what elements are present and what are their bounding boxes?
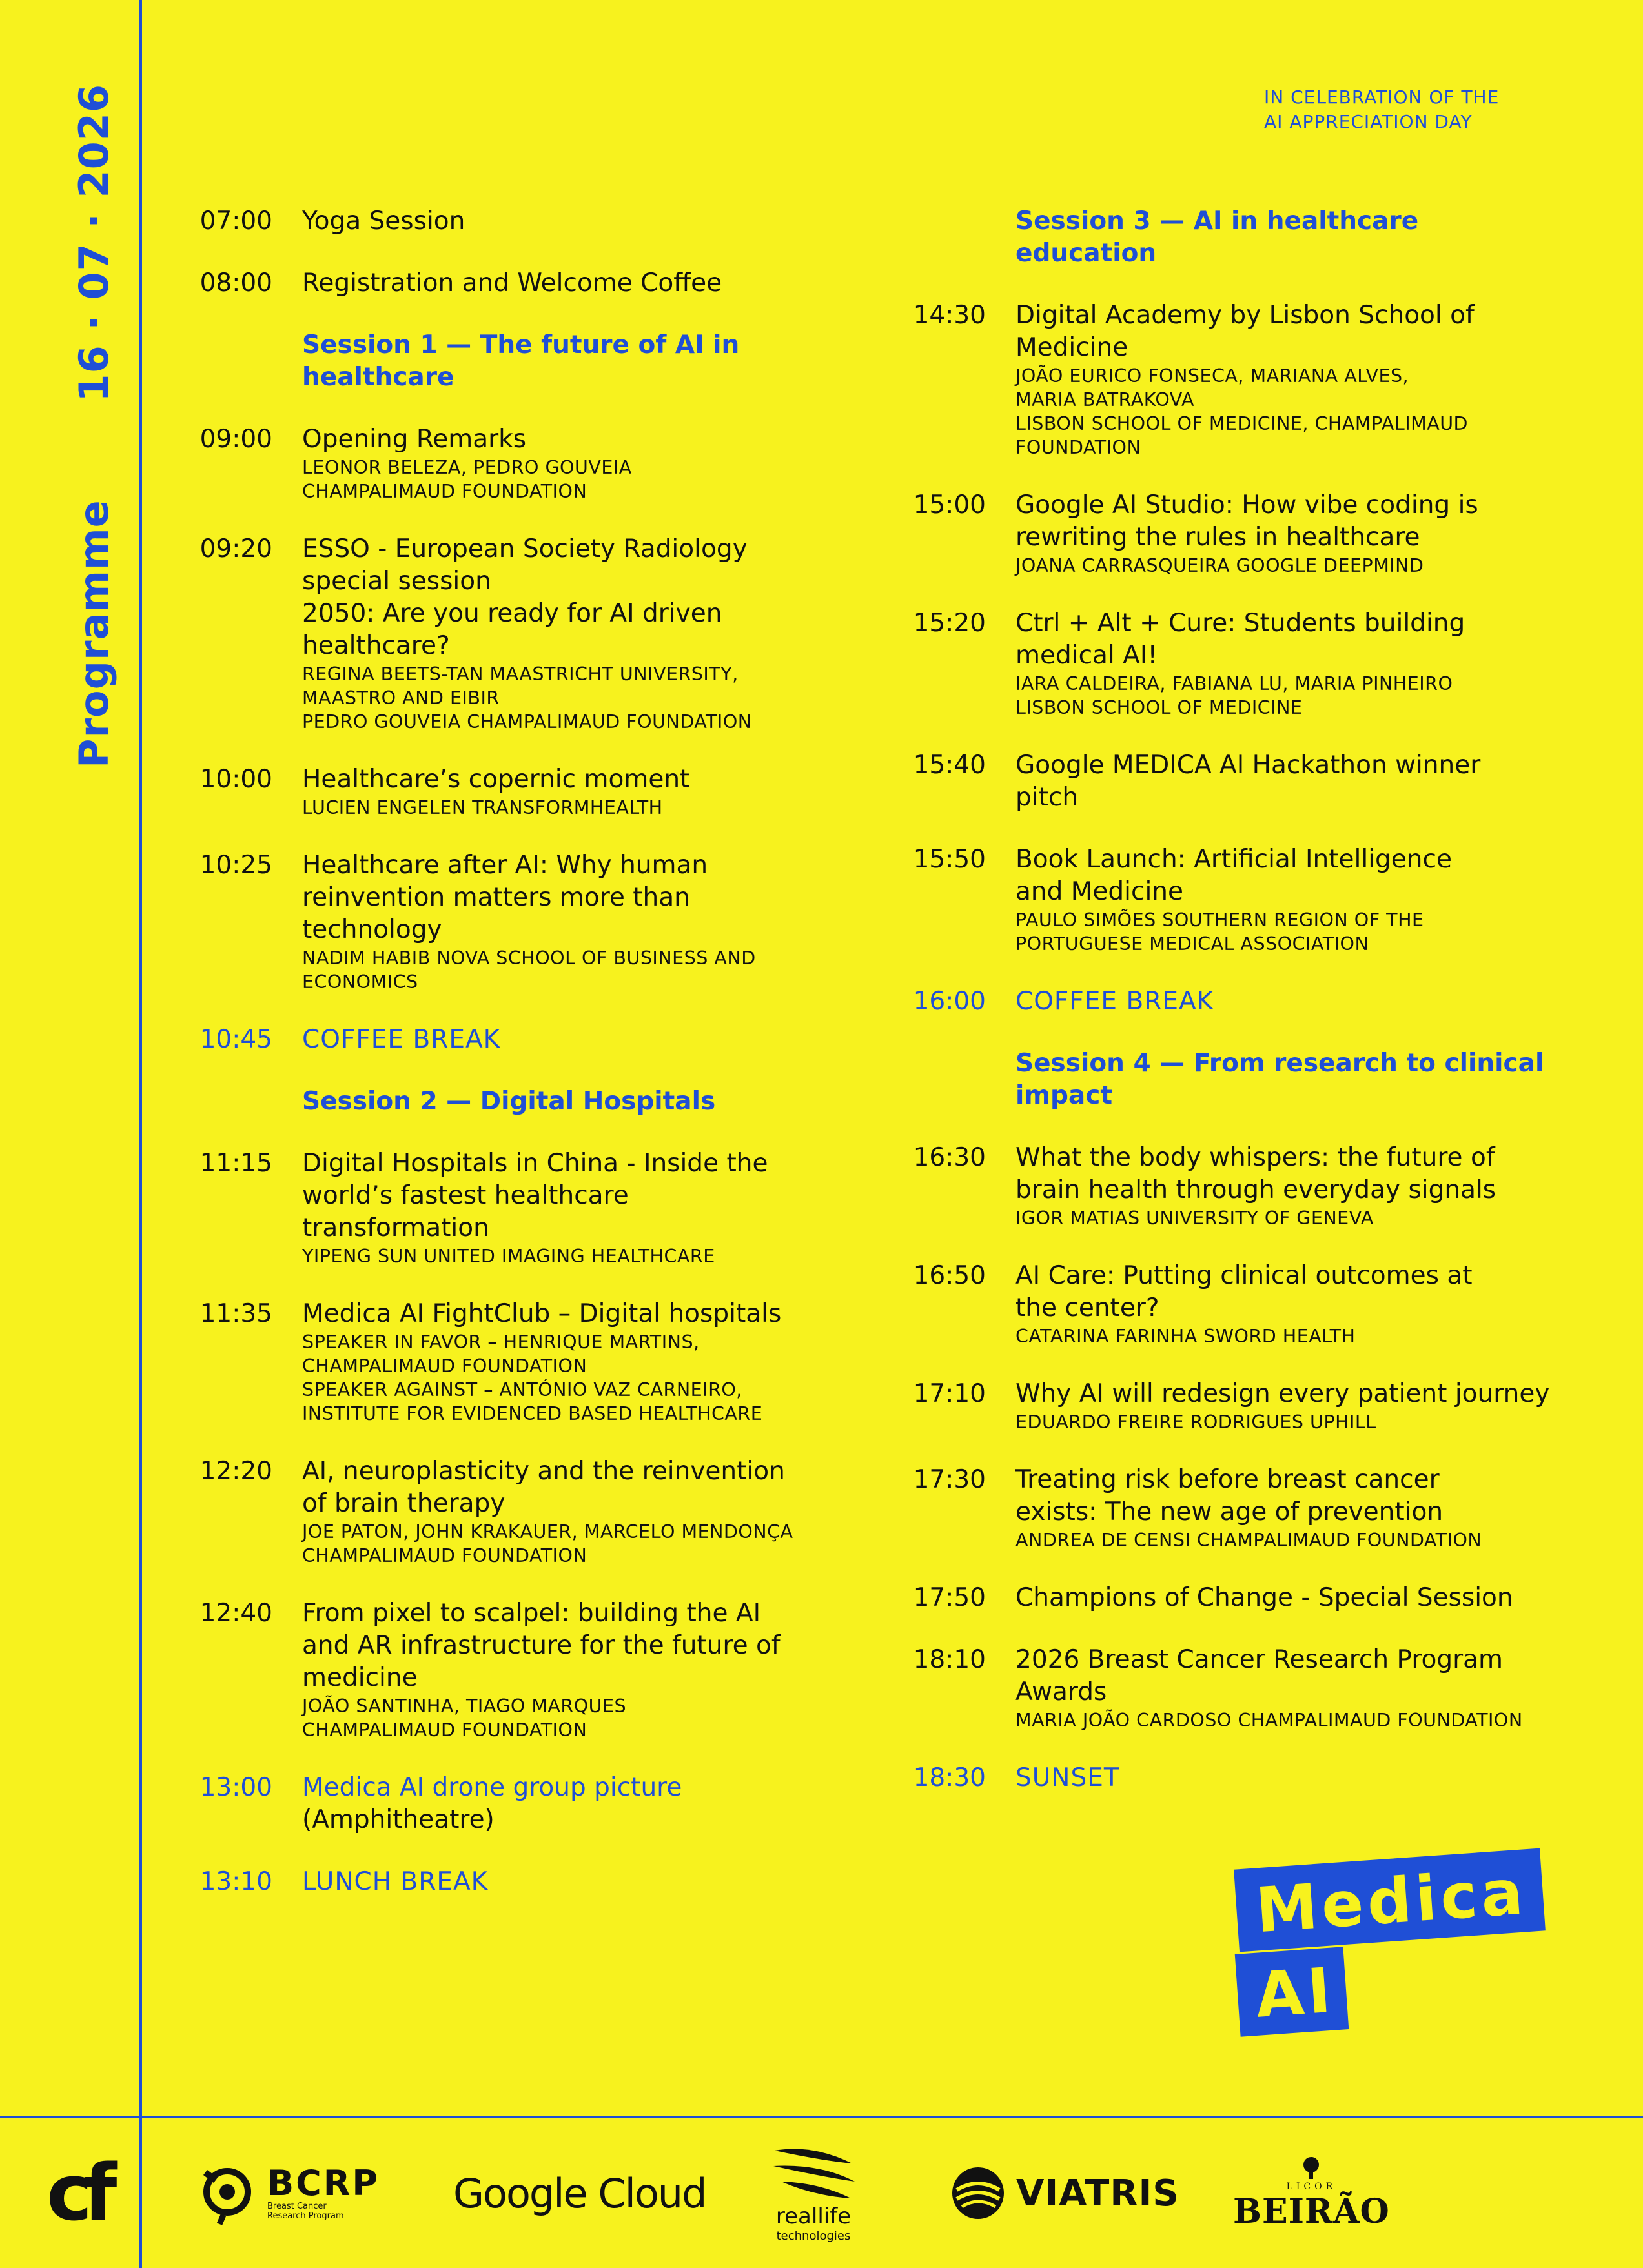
session-heading-4: Session 4 — From research to clinical impact [1015, 1049, 1544, 1110]
item-time: 17:10 [913, 1379, 986, 1408]
item-speakers: EDUARDO FREIRE RODRIGUES UPHILL [1015, 1412, 1376, 1433]
item-time: 13:00 [199, 1773, 272, 1802]
bcrp-mark-icon [198, 2161, 257, 2225]
item-time: 10:00 [199, 765, 272, 794]
schedule-item-patient-journey: 17:10 Why AI will redesign every patient journey EDUARDO FREIRE RODRIGUES UPHILL [881, 1378, 1604, 1434]
side-banner [68, 84, 119, 768]
sponsor-footer [0, 2118, 1643, 2268]
schedule-item-book-launch: 15:50 Book Launch: Artificial Intelligence and Medicine PAULO SIMÕES SOUTHERN REGION OF THE PORTUGUESE MEDICAL ASSOCIATION [881, 844, 1604, 956]
viatris-globe-icon [949, 2164, 1007, 2222]
schedule-item-drone-picture: 13:00 Medica AI drone group picture (Amphitheatre) [168, 1772, 865, 1836]
item-time: 12:40 [199, 1599, 272, 1628]
item-time: 09:20 [199, 534, 272, 563]
item-title: Registration and Welcome Coffee [302, 268, 722, 298]
item-speakers: YIPENG SUN UNITED IMAGING HEALTHCARE [302, 1246, 715, 1267]
item-speakers: PAULO SIMÕES SOUTHERN REGION OF THE [1015, 909, 1424, 931]
item-time: 13:10 [199, 1867, 272, 1896]
schedule-item-sunset: 18:30 SUNSET [881, 1762, 1604, 1794]
schedule-item-after-ai: 10:25 Healthcare after AI: Why human reinvention matters more than technology NADIM HABIB NOVA SCHOOL OF BUSINESS AND ECONOMICS [168, 849, 865, 994]
schedule-item-ctrl-alt-cure: 15:20 Ctrl + Alt + Cure: Students building medical AI! IARA CALDEIRA, FABIANA LU, MARIA PINHEIRO LISBON SCHOOL OF MEDICINE [881, 607, 1604, 720]
item-speakers: CATARINA FARINHA SWORD HEALTH [1015, 1326, 1356, 1347]
item-time: 11:35 [199, 1299, 272, 1328]
schedule-item-registration [168, 267, 865, 299]
item-time: 12:20 [199, 1457, 272, 1486]
programme-label: Programme [70, 500, 117, 768]
item-speakers: ANDREA DE CENSI CHAMPALIMAUD FOUNDATION [1015, 1530, 1482, 1551]
schedule-item-coffee-break-2: 16:00 COFFEE BREAK [881, 986, 1604, 1018]
item-title: Yoga Session [302, 207, 465, 236]
schedule-item-body-whispers: 16:30 What the body whispers: the future of brain health through everyday signals IGOR MATIAS UNIVERSITY OF GENEVA [881, 1142, 1604, 1230]
schedule-item-pixel-scalpel: 12:40 From pixel to scalpel: building the AI and AR infrastructure for the future of medicine JOÃO SANTINHA, TIAGO MARQUES CHAMPALIMAUD FOUNDATION [168, 1597, 865, 1742]
item-speakers: REGINA BEETS-TAN MAASTRICHT UNIVERSITY, [302, 663, 739, 685]
bcrp-logo: BCRP Breast Cancer Research Program [198, 2118, 380, 2268]
item-time: 15:00 [913, 491, 986, 520]
schedule-item-yoga [168, 205, 865, 238]
schedule-item-opening [168, 423, 865, 503]
schedule-item-lunch-break: 13:10 LUNCH BREAK [168, 1866, 865, 1898]
session-heading-1: Session 1 — The future of AI in healthcare [302, 330, 740, 392]
schedule-item-digital-academy: 14:30 Digital Academy by Lisbon School of Medicine JOÃO EURICO FONSECA, MARIANA ALVES, MARIA BATRAKOVA LISBON SCHOOL OF MEDICINE, CHAMPALIMAUD FOUNDATION [881, 299, 1604, 460]
schedule-item-champions: 17:50 Champions of Change - Special Session [881, 1582, 1604, 1614]
item-speakers: JOÃO EURICO FONSECA, MARIANA ALVES, [1015, 365, 1409, 387]
viatris-logo: VIATRIS [949, 2118, 1179, 2268]
licor-beirao-logo: LICOR BEIRÃO [1233, 2118, 1390, 2268]
schedule-item-esso: 09:20 ESSO - European Society Radiology special session 2050: Are you ready for AI driven healthcare? REGINA BEETS-TAN MAASTRICHT UNIVERSITY, MAASTRO AND EIBIR PEDRO GOUVEIA CHAMPALIMAUD FOUNDATION [168, 533, 865, 734]
item-time: 07:00 [199, 207, 272, 236]
item-org: CHAMPALIMAUD FOUNDATION [302, 481, 587, 502]
item-time: 16:50 [913, 1261, 986, 1290]
item-time: 10:45 [199, 1025, 272, 1054]
item-speakers: JOE PATON, JOHN KRAKAUER, MARCELO MENDONÇA [302, 1521, 793, 1543]
item-speakers: JOÃO SANTINHA, TIAGO MARQUES [302, 1696, 627, 1717]
item-time: 16:00 [913, 987, 986, 1016]
reallife-logo: reallife technologies [768, 2118, 859, 2268]
item-time: 09:00 [199, 425, 272, 454]
item-time: 15:20 [913, 609, 986, 638]
item-time: 10:25 [199, 851, 272, 880]
item-time: 18:30 [913, 1763, 986, 1792]
schedule-item-china: 11:15 Digital Hospitals in China - Inside the world’s fastest healthcare transformation YIPENG SUN UNITED IMAGING HEALTHCARE [168, 1148, 865, 1268]
schedule-item-copernic: 10:00 Healthcare’s copernic moment LUCIEN ENGELEN TRANSFORMHEALTH [168, 764, 865, 820]
item-time: 14:30 [913, 301, 986, 330]
schedule-left-column [168, 205, 865, 1928]
item-speakers: JOANA CARRASQUEIRA GOOGLE DEEPMIND [1015, 555, 1424, 576]
item-speakers: NADIM HABIB NOVA SCHOOL OF BUSINESS AND [302, 947, 756, 969]
item-speakers: LUCIEN ENGELEN TRANSFORMHEALTH [302, 797, 663, 818]
schedule-item-awards: 18:10 2026 Breast Cancer Research Program Awards MARIA JOÃO CARDOSO CHAMPALIMAUD FOUNDATION [881, 1644, 1604, 1732]
schedule-right-column [881, 205, 1604, 1824]
schedule-item-ai-care: 16:50 AI Care: Putting clinical outcomes at the center? CATARINA FARINHA SWORD HEALTH [881, 1260, 1604, 1348]
item-time: 15:40 [913, 751, 986, 780]
schedule-item-fightclub: 11:35 Medica AI FightClub – Digital hospitals SPEAKER IN FAVOR – HENRIQUE MARTINS, CHAMPALIMAUD FOUNDATION SPEAKER AGAINST – ANTÓNIO VAZ CARNEIRO, INSTITUTE FOR EVIDENCED BASED HEALTHCARE [168, 1298, 865, 1426]
item-time: 16:30 [913, 1143, 986, 1172]
item-time: 11:15 [199, 1149, 272, 1178]
session-heading-2: Session 2 — Digital Hospitals [302, 1087, 716, 1116]
item-title: Opening Remarks [302, 425, 527, 454]
item-time: 17:30 [913, 1465, 986, 1494]
item-speakers: MARIA JOÃO CARDOSO CHAMPALIMAUD FOUNDATION [1015, 1710, 1523, 1731]
item-time: 17:50 [913, 1583, 986, 1612]
item-time: 08:00 [199, 268, 272, 298]
schedule-item-coffee-break-1: 10:45 COFFEE BREAK [168, 1024, 865, 1056]
medica-ai-logo: Medica AI [1230, 1839, 1566, 2033]
vertical-divider [139, 0, 142, 2268]
item-time: 18:10 [913, 1645, 986, 1674]
session-heading-3: Session 3 — AI in healthcare education [1015, 207, 1419, 268]
schedule-item-neuroplasticity: 12:20 AI, neuroplasticity and the reinvention of brain therapy JOE PATON, JOHN KRAKAUER, MARCELO MENDONÇA CHAMPALIMAUD FOUNDATION [168, 1455, 865, 1568]
google-cloud-logo: Google Cloud [453, 2169, 706, 2217]
champalimaud-logo: cf [46, 2148, 108, 2238]
item-speakers: IGOR MATIAS UNIVERSITY OF GENEVA [1015, 1208, 1374, 1229]
celebration-note: IN CELEBRATION OF THE AI APPRECIATION DAY [1264, 86, 1500, 132]
schedule-item-treating-risk: 17:30 Treating risk before breast cancer exists: The new age of prevention ANDREA DE CENSI CHAMPALIMAUD FOUNDATION [881, 1464, 1604, 1552]
event-date: 16 · 07 · 2026 [70, 84, 117, 402]
schedule-item-hackathon: 15:40 Google MEDICA AI Hackathon winner pitch [881, 749, 1604, 814]
schedule-item-ai-studio: 15:00 Google AI Studio: How vibe coding is rewriting the rules in healthcare JOANA CARRASQUEIRA GOOGLE DEEPMIND [881, 489, 1604, 578]
item-time: 15:50 [913, 845, 986, 874]
beirao-tree-icon [1298, 2156, 1324, 2182]
reallife-mark-icon [768, 2144, 859, 2202]
item-speakers: IARA CALDEIRA, FABIANA LU, MARIA PINHEIRO [1015, 673, 1453, 694]
item-speakers: LEONOR BELEZA, PEDRO GOUVEIA [302, 457, 632, 478]
